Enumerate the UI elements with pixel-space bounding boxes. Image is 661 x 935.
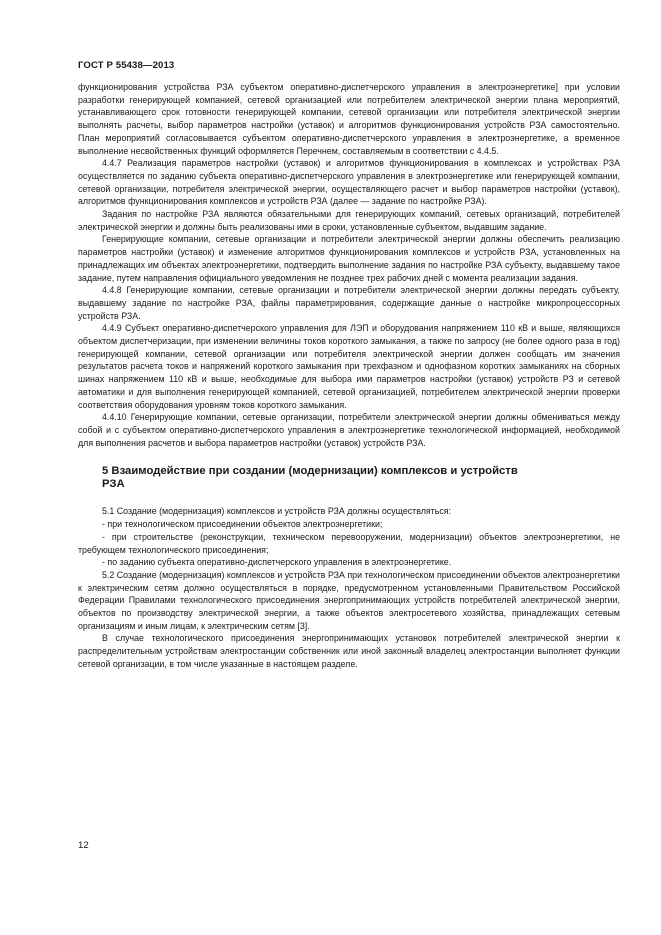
paragraph: 4.4.10 Генерирующие компании, сетевые организации, потребители электрической энергии должны обмениваться между собой и с субъектом оперативно-диспетчерского управления в электроэнергетике технологической информацией, необходимой для выполнения расчетов и выбора параметров настройки (уставок) устройств РЗА. bbox=[78, 412, 620, 448]
paragraph: Задания по настройке РЗА являются обязательными для генерирующих компаний, сетевых организаций, потребителей электрической энергии и должны быть реализованы ими в сроки, установленные субъектом, выдавшим задание. bbox=[78, 209, 620, 232]
list-item: - по заданию субъекта оперативно-диспетчерского управления в электроэнергетике. bbox=[102, 557, 452, 568]
paragraph: 5.1 Создание (модернизация) комплексов и устройств РЗА должны осуществляться: bbox=[102, 506, 451, 517]
paragraph: Генерирующие компании, сетевые организации и потребители электрической энергии должны обеспечить реализацию параметров настройки (уставок) и изменение алгоритмов функционирования комплексов и устройств РЗА, установленных на принадлежащих им объектах электроэнергетики, подтвердить выполнение задания по настройке РЗА субъекту, выдавшему такое задание, путем направления официального уведомления не позднее трех рабочих дней с момента реализации задания. bbox=[78, 234, 620, 283]
paragraph: В случае технологического присоединения энергопринимающих установок потребителей электрической энергии к распределительным устройствам электростанции собственник или иной законный владелец электростанции выполняет функции сетевой организации, в том числе указанные в настоящем разделе. bbox=[78, 633, 620, 669]
list-item: - при строительстве (реконструкции, техническом перевооружении, модернизации) объектов электроэнергетики, не требующем технологического присоединения; bbox=[78, 531, 620, 555]
paragraph: 4.4.9 Субъект оперативно-диспетчерского управления для ЛЭП и оборудования напряжением 110 кВ и выше, являющихся объектом диспетчеризации, при изменении величины токов короткого замыкания, а также по запросу (не более одного раза в год) генерирующей компании, сетевой организации или потребителя электрической энергии должен сообщать им значения результатов расчета токов и напряжений короткого замыкания при трехфазном и однофазном коротких замыканиях на сборных шинах напряжением 110 кВ и выше, необходимые для выбора ими параметров настройки (уставок) устройств РЗ и сетевой автоматики и для выполнения генерирующей компанией, сетевой организацией, потребителем электрической энергии проверки соответствия оборудования уровням токов короткого замыкания. bbox=[78, 323, 620, 410]
paragraph: 4.4.7 Реализация параметров настройки (уставок) и алгоритмов функционирования в комплексах и устройствах РЗА осуществляется по заданию субъекта оперативно-диспетчерского управления в электроэнергетике или генерирующей компании, сетевой организации, потребителя электрической энергии, осуществляющего расчет и выбор параметров настройки (уставок), алгоритмов функционирования комплексов и устройств РЗА (далее — задание по настройке РЗА). bbox=[78, 158, 620, 207]
document-body bbox=[78, 81, 620, 671]
paragraph: 4.4.8 Генерирующие компании, сетевые организации и потребители электрической энергии должны передать субъекту, выдавшему задание по настройке РЗА, файлы параметрирования, содержащие данные о настройке микропроцессорных устройств РЗА. bbox=[78, 285, 620, 321]
section-heading-line: РЗА bbox=[102, 478, 125, 491]
paragraph: функционирования устройства РЗА субъектом оперативно-диспетчерского управления в электроэнергетике] при условии разработки генерирующей компанией, сетевой организацией или потребителем электрической энергии плана мероприятий, устанавливающего срок готовности генерирующей компании, сетевой организации или потребителя электрической энергии выполнять расчеты, выбор параметров настройки (уставок) и алгоритмов функционирования устройств РЗА самостоятельно. План мероприятий согласовывается субъектом оперативно-диспетчерского управления в электроэнергетике, а временное выполнение несвойственных функций оформляется Перечнем, составляемым в соответствии с 4.4.5. bbox=[78, 82, 620, 156]
paragraph: 5.2 Создание (модернизация) комплексов и устройств РЗА при технологическом присоединении объектов электроэнергетики к электрическим сетям должно осуществляться в порядке, предусмотренном установленными Правительством Российской Федерации Правилами технологического присоединения энергопринимающих устройств потребителей электрической энергии, объектов по производству электрической энергии, а также объектов электросетевого хозяйства, принадлежащих сетевым организациям и иным лицам, к электрическим сетям [3]. bbox=[78, 569, 620, 631]
section-heading-line: 5 Взаимодействие при создании (модернизации) комплексов и устройств bbox=[102, 465, 518, 478]
list-item: - при технологическом присоединении объектов электроэнергетики; bbox=[102, 519, 383, 530]
page-number: 12 bbox=[78, 840, 89, 851]
section-heading bbox=[78, 465, 620, 491]
document-header: ГОСТ Р 55438—2013 bbox=[78, 60, 175, 71]
